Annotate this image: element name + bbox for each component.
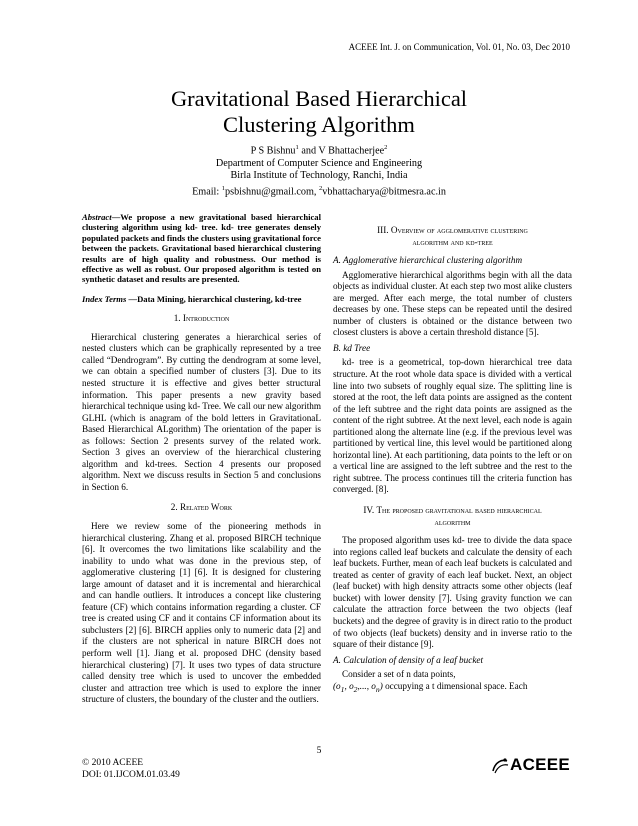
department: Department of Computer Science and Engineering	[215, 157, 423, 169]
email-label: Email:	[192, 186, 222, 198]
section-3-heading	[333, 225, 572, 248]
subsection-3b-paragraph: kd- tree is a geometrical, top-down hierarchical tree data structure. At the root whole data space is divided with a vertical line into two subsets of roughly equal size. The splitting line is stored at the root, the left data points are assigned as the content of the left subtree and the right data points are assigned as the content of the right subtree. At the next level, each node is again partitioned along the alternate line (e.g. if the previous level was partitioned by vertical line, this level would be partitioned along horizontal line). At each partitioning, data points to the left or on a vertical line are assigned to the left subtree and the rest to the right subtree. The process continues till the criteria function has converged. [8].	[333, 357, 572, 495]
section-2-number: 2.	[170, 502, 180, 513]
aceee-logo	[490, 755, 572, 777]
author-block	[0, 142, 638, 199]
author-2: and V Bhattacherjee	[298, 145, 385, 157]
math-tail-text: occupying a t dimensional space. Each	[382, 680, 528, 691]
subsection-3a-heading: A. Agglomerative hierarchical clustering algorithm	[333, 255, 523, 266]
left-column	[82, 212, 321, 706]
math-close: )	[379, 680, 383, 691]
section-4-heading	[333, 505, 572, 528]
author-2-sup: 2	[384, 144, 388, 151]
abstract-text: —We propose a new gravitational based hierarchical clustering algorithm using kd- tree. kd- tree generates densely populated packets and finds the clusters using gravitational force between the packets. Gravitational based hierarchical clustering results are of high quality and robustness. Our method is effective as well as robust. Our proposed algorithm is tested on synthetic dataset and results are presented.	[82, 212, 321, 285]
abstract	[82, 212, 321, 285]
page-number: 5	[316, 746, 322, 756]
author-1: P S Bishnu	[250, 145, 296, 157]
math-dots: ,..., o	[357, 680, 376, 691]
math-open: (o	[333, 680, 341, 691]
subsection-4a-math-line	[333, 681, 572, 695]
subsection-4a-heading: A. Calculation of density of a leaf bucket	[333, 654, 484, 665]
author-1-sup: 1	[295, 144, 299, 151]
section-1-number: 1.	[173, 313, 183, 324]
logo-text: ACEEE	[510, 755, 571, 774]
section-3-number: III.	[377, 225, 391, 235]
email-2: vbhattacharya@bitmesra.ac.in	[322, 186, 446, 198]
footer-info	[82, 757, 180, 781]
subsection-4a-paragraph: Consider a set of n data points,	[342, 669, 456, 680]
email-2-sup: 2	[319, 184, 323, 192]
email-1: psbishnu@gmail.com,	[225, 186, 320, 198]
section-4-paragraph: The proposed algorithm uses kd- tree to divide the data space into regions called leaf buckets and calculate the density of each leaf buckets. Further, mean of each leaf buckets is calculated and treated as center of gravity of each leaf bucket. Next, an object (leaf bucket) with high density attracts some other objects (leaf bucket) with lower density [7]. Using gravity function we can calculate the attraction force between the two objects (leaf buckets) and the degree of gravity is in direct ratio to the product of two objects (leaf buckets) density and in inverse ratio to the square of their distance [9].	[333, 535, 572, 650]
section-1-title: Introduction	[182, 313, 230, 324]
section-4-title-b: algorithm	[434, 516, 471, 527]
paper-title	[0, 86, 638, 138]
section-2-paragraph: Here we review some of the pioneering methods in hierarchical clustering. Zhang et al. proposed BIRCH technique [6]. It overcomes the two limitations like scalability and the inability to undo what was done in the previous step, of agglomerative clustering [1] [6]. It is designed for clustering large amount of dataset and it is incremental and hierarchical and can handle outliers. It introduces a concept like clustering feature (CF) which contains information regarding a cluster. CF tree is created using CF and it contains CF information about its subclusters [2] [6]. BIRCH applies only to numeric data [2] and if the clusters are not spherical in nature BIRCH does not perform well [1]. Jiang et al. proposed DHC (density based hierarchical clustering) [7]. It uses two types of data structure called density tree which is used to uncover the embedded cluster and attraction tree which is used to explore the inner structure of clusters, the boundary of the cluster and the outliers.	[82, 521, 321, 705]
section-2-heading	[82, 502, 321, 514]
math-sub-1: 1	[340, 684, 345, 694]
math-sub-2: 2	[353, 684, 358, 694]
running-header: ACEEE Int. J. on Communication, Vol. 01, No. 03, Dec 2010	[348, 42, 570, 52]
index-terms-label: Index Terms	[82, 293, 127, 304]
email-1-sup: 1	[221, 184, 226, 192]
math-sep: , o	[344, 680, 354, 691]
institution: Birla Institute of Technology, Ranchi, India	[230, 170, 408, 182]
math-sub-n: n	[375, 684, 380, 694]
index-terms	[82, 294, 321, 304]
abstract-label: Abstract	[82, 212, 112, 222]
section-4-title-a: The proposed gravitational based hierarchical	[376, 505, 542, 516]
doi: DOI: 01.IJCOM.01.03.49	[82, 770, 180, 780]
section-3-title-a: Overview of agglomerative clustering	[390, 225, 528, 235]
subsection-3a-paragraph: Agglomerative hierarchical algorithms begin with all the data objects as individual cluster. At each step two most alike clusters are merged. After each merge, the total number of clusters decreases by one. These steps can be repeated until the desired number of clusters is obtained or the distance between two closest clusters is above a certain threshold distance [5].	[333, 269, 572, 338]
section-1-heading	[82, 313, 321, 325]
author-names	[0, 142, 638, 158]
logo-swirl-icon	[490, 756, 510, 776]
title-line-2: Clustering Algorithm	[223, 112, 415, 137]
section-3-title-b: algorithm and kd-tree	[412, 236, 493, 247]
index-terms-text: —Data Mining, hierarchical clustering, kd-tree	[126, 293, 302, 304]
section-2-title: Related Work	[179, 502, 233, 513]
subsection-3b-heading: B. kd Tree	[333, 342, 371, 353]
copyright: © 2010 ACEEE	[82, 758, 144, 768]
email-line	[0, 183, 638, 199]
section-1-paragraph: Hierarchical clustering generates a hierarchical series of nested clusters which can be graphically represented by a tree called “Dendrogram”. By cutting the dendrogram at some level, we can obtain a specified number of clusters [3]. Due to its nested structure it is effective and gives better structural information. This paper presents a new gravity based hierarchical technique using kd- Tree. We call our new algorithm GLHL (which is anagram of the bold letters in GravitationaL Based Hierarchical ALgorithm) The orientation of the paper is as follows: Section 2 presents survey of the related work. Section 3 gives an overview of the hierarchical clustering algorithm and kd-trees. Section 4 presents our proposed algorithm. Next we discuss results in Section 5 and conclusions in Section 6.	[82, 331, 321, 492]
title-line-1: Gravitational Based Hierarchical	[170, 86, 468, 111]
section-4-number: IV.	[363, 505, 377, 516]
right-column	[333, 212, 572, 695]
